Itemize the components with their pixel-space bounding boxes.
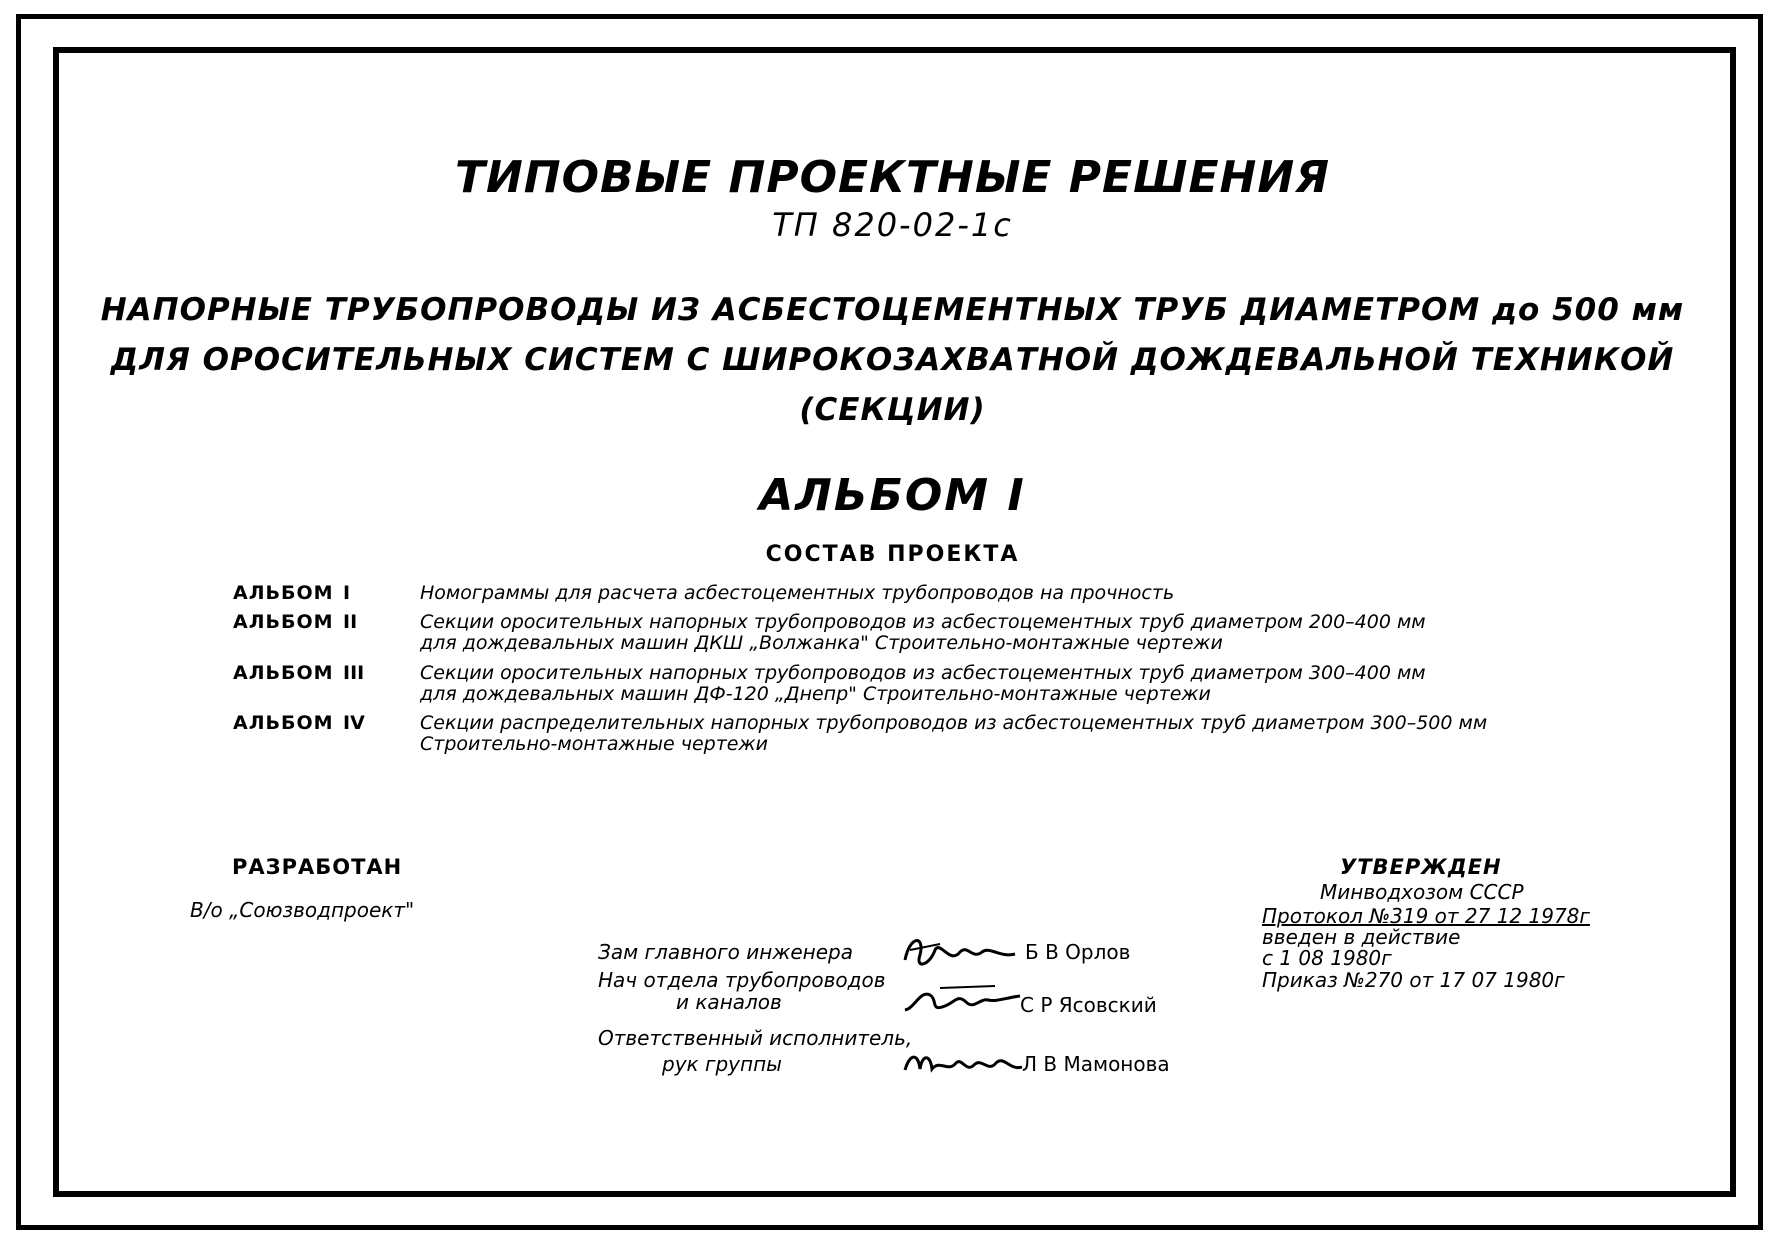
- album-number: IV: [343, 712, 365, 734]
- approved-heading: УТВЕРЖДЕН: [1340, 855, 1502, 879]
- approved-by: Минводхозом СССР: [1320, 880, 1524, 904]
- album-label: АЛЬБОМ: [233, 582, 334, 604]
- project-code: ТП 820-02-1с: [772, 206, 1013, 244]
- project-title-line3: (СЕКЦИИ): [799, 392, 986, 428]
- album-description: Секции распределительных напорных трубопроводов из асбестоцементных труб диаметром 300–500 мм: [420, 712, 1488, 734]
- signatory-name: Б В Орлов: [1025, 940, 1131, 964]
- signature-yasovsky: [900, 980, 1025, 1020]
- album-title: АЛЬБОМ I: [759, 470, 1026, 521]
- signatory-role: Ответственный исполнитель,: [598, 1026, 913, 1050]
- approved-date: с 1 08 1980г: [1262, 946, 1392, 970]
- project-title-line2: ДЛЯ ОРОСИТЕЛЬНЫХ СИСТЕМ С ШИРОКОЗАХВАТНОЙ ДОЖДЕВАЛЬНОЙ ТЕХНИКОЙ: [110, 342, 1675, 378]
- album-description: Номограммы для расчета асбестоцементных трубопроводов на прочность: [420, 582, 1175, 604]
- album-description-cont: Строительно-монтажные чертежи: [420, 733, 768, 755]
- approved-protocol: Протокол №319 от 27 12 1978г: [1262, 904, 1590, 928]
- album-number: III: [343, 662, 365, 684]
- composition-heading: СОСТАВ ПРОЕКТА: [765, 542, 1020, 567]
- approved-effective: введен в действие: [1262, 925, 1461, 949]
- album-description-cont: для дождевальных машин ДКШ „Волжанка" Строительно-монтажные чертежи: [420, 632, 1223, 654]
- album-number: I: [343, 582, 351, 604]
- album-description-cont: для дождевальных машин ДФ-120 „Днепр" Строительно-монтажные чертежи: [420, 683, 1211, 705]
- signatory-role: Зам главного инженера: [598, 940, 853, 964]
- album-description: Секции оросительных напорных трубопроводов из асбестоцементных труб диаметром 200–400 мм: [420, 611, 1426, 633]
- signatory-role-cont: рук группы: [662, 1052, 782, 1076]
- series-title: ТИПОВЫЕ ПРОЕКТНЫЕ РЕШЕНИЯ: [454, 152, 1331, 203]
- signatory-role-cont: и каналов: [676, 990, 782, 1014]
- album-label: АЛЬБОМ: [233, 662, 334, 684]
- signatory-name: Л В Мамонова: [1022, 1052, 1170, 1076]
- album-label: АЛЬБОМ: [233, 611, 334, 633]
- album-description: Секции оросительных напорных трубопроводов из асбестоцементных труб диаметром 300–400 мм: [420, 662, 1426, 684]
- approved-order: Приказ №270 от 17 07 1980г: [1262, 968, 1565, 992]
- signatory-role: Нач отдела трубопроводов: [598, 968, 886, 992]
- signature-orlov: [900, 930, 1020, 975]
- album-label: АЛЬБОМ: [233, 712, 334, 734]
- signature-mamonova: [900, 1045, 1025, 1080]
- signatory-name: С Р Ясовский: [1020, 993, 1157, 1017]
- project-title-line1: НАПОРНЫЕ ТРУБОПРОВОДЫ ИЗ АСБЕСТОЦЕМЕНТНЫХ ТРУБ ДИАМЕТРОМ до 500 мм: [100, 292, 1685, 328]
- album-number: II: [343, 611, 358, 633]
- developed-heading: РАЗРАБОТАН: [232, 855, 403, 879]
- developer-org: В/о „Союзводпроект": [190, 898, 415, 922]
